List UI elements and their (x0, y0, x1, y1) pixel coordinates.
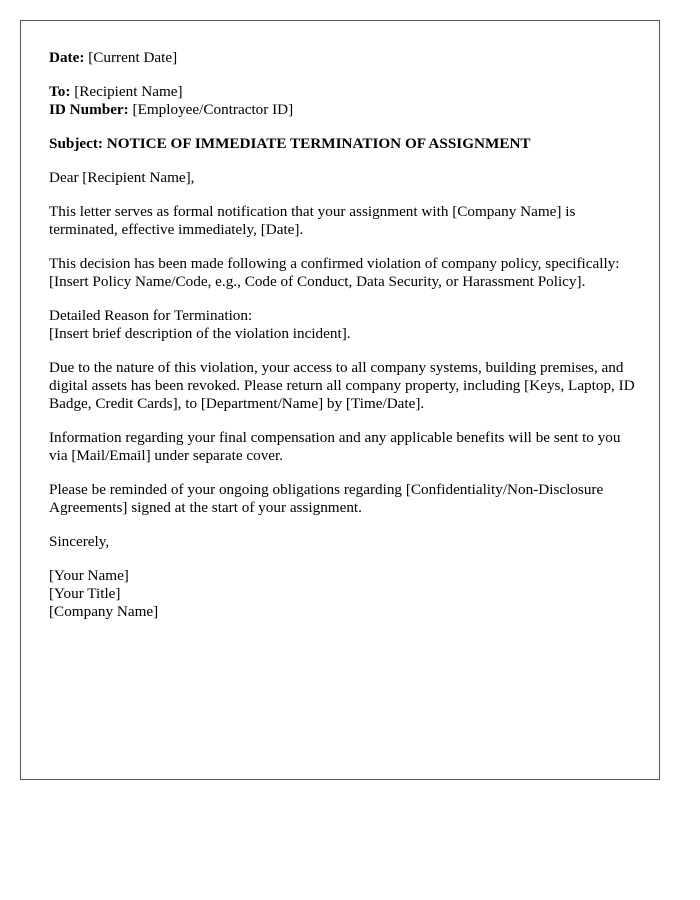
reason-heading: Detailed Reason for Termination: (49, 307, 253, 324)
to-line (49, 83, 183, 100)
subject-value: NOTICE OF IMMEDIATE TERMINATION OF ASSIGNMENT (106, 135, 531, 152)
paragraph-policy-violation: This decision has been made following a confirmed violation of company policy, specifically: [Insert Policy Name/Code, e.g., Code of Conduct, Data Security, or Harassment Policy]. (49, 255, 620, 290)
to-value: [Recipient Name] (74, 83, 183, 100)
signature-title: [Your Title] (49, 585, 121, 602)
reason-description: [Insert brief description of the violation incident]. (49, 325, 351, 342)
subject-label: Subject: (49, 135, 103, 152)
paragraph-notification: This letter serves as formal notification that your assignment with [Company Name] is terminated, effective immediately, [Date]. (49, 203, 576, 238)
signature-name: [Your Name] (49, 567, 129, 584)
letter-document (20, 20, 660, 780)
closing: Sincerely, (49, 533, 110, 550)
date-label: Date: (49, 49, 85, 66)
to-label: To: (49, 83, 71, 100)
signature-block (49, 567, 639, 621)
recipient-block (49, 83, 639, 119)
id-line (49, 101, 293, 118)
reason-block (49, 307, 639, 343)
date-line (49, 49, 639, 67)
id-label: ID Number: (49, 101, 129, 118)
salutation: Dear [Recipient Name], (49, 169, 195, 186)
paragraph-access-revoked: Due to the nature of this violation, your access to all company systems, building premises, and digital assets has been revoked. Please return all company property, including [Keys, Laptop, ID Badge, Credit Cards], to [Department/Name] by [Time/Date]. (49, 359, 635, 412)
paragraph-compensation: Information regarding your final compensation and any applicable benefits will be sent to you via [Mail/Email] under separate cover. (49, 429, 621, 464)
signature-company: [Company Name] (49, 603, 159, 620)
paragraph-obligations: Please be reminded of your ongoing obligations regarding [Confidentiality/Non-Disclosure Agreements] signed at the start of your assignment. (49, 481, 604, 516)
id-value: [Employee/Contractor ID] (132, 101, 294, 118)
subject-line (49, 135, 639, 153)
date-value: [Current Date] (88, 49, 178, 66)
